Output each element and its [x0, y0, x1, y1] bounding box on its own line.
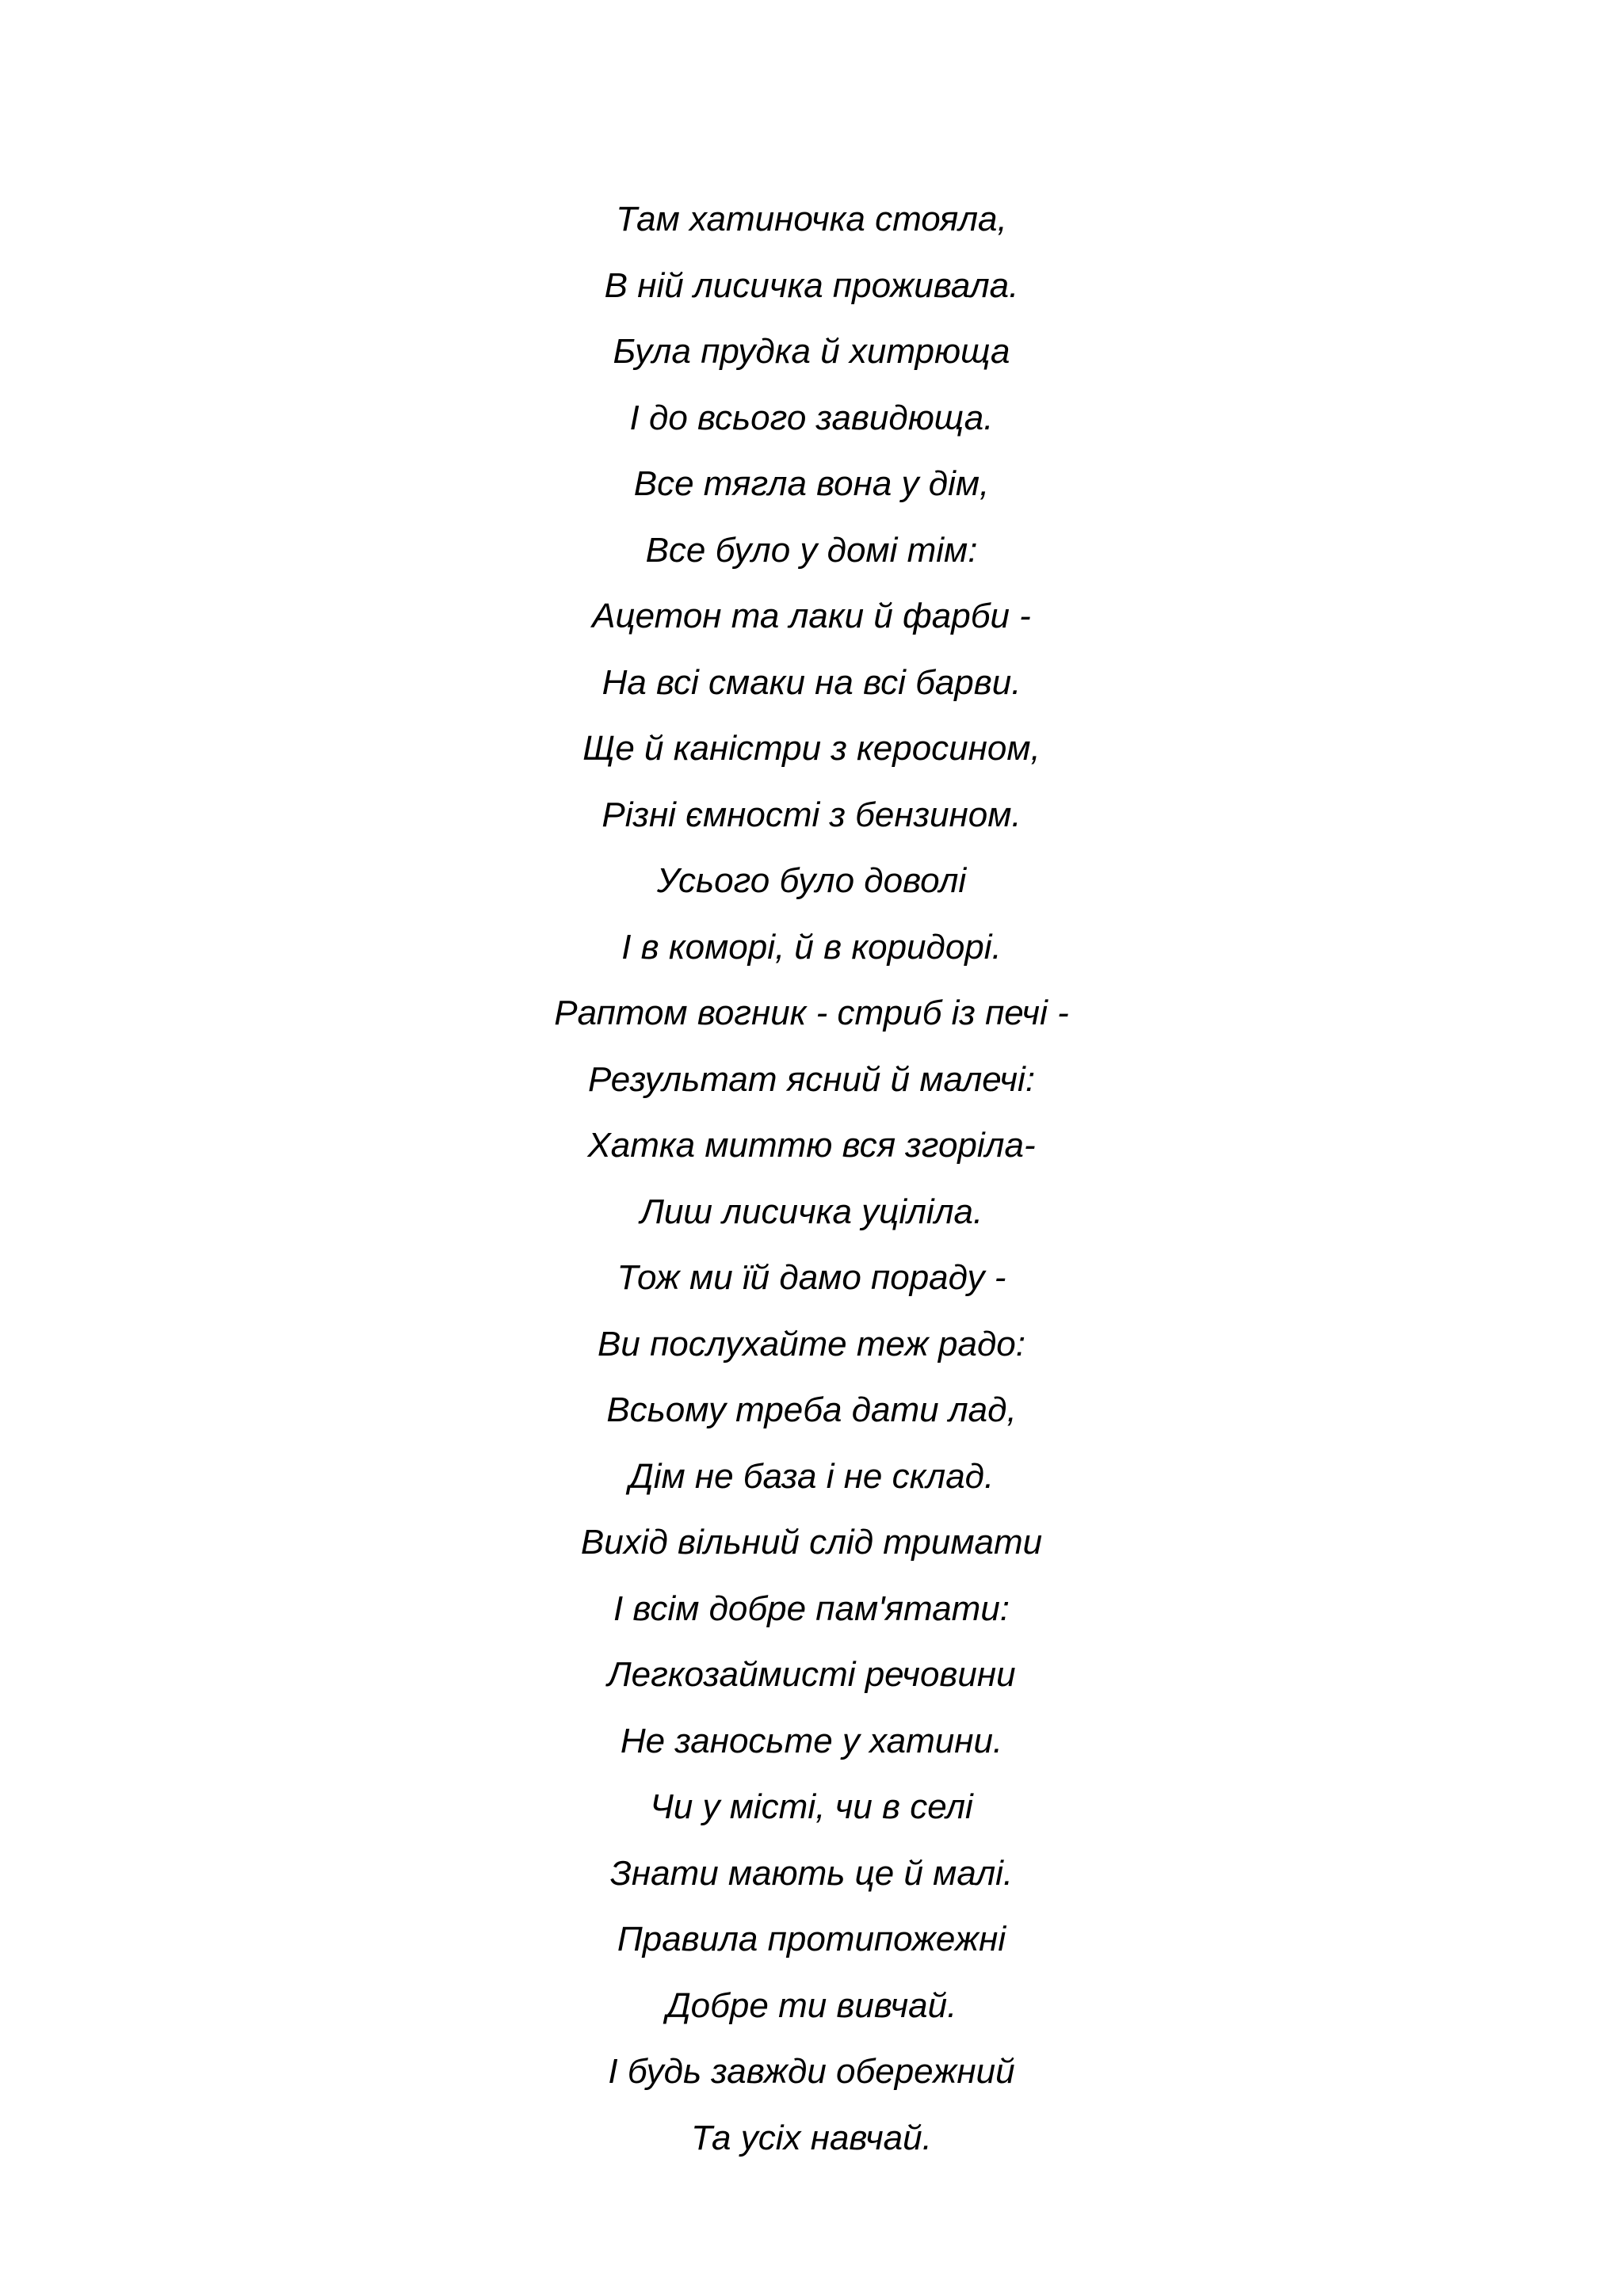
poem-line: В ній лисичка проживала. [604, 265, 1019, 305]
poem-line: Лиш лисичка уціліла. [640, 1192, 983, 1231]
poem-line: Ви послухайте теж радо: [598, 1324, 1025, 1363]
poem-line: Знати мають це й малі. [609, 1853, 1014, 1893]
poem-line: І до всього завидюща. [629, 398, 994, 437]
poem-line: Добре ти вивчай. [666, 1985, 957, 2025]
poem-line: Чи у місті, чи в селі [650, 1787, 973, 1826]
poem-line: На всі смаки на всі барви. [601, 662, 1022, 702]
poem-line: Дім не база і не склад. [628, 1456, 995, 1496]
poem-line: Там хатиночка стояла, [616, 200, 1007, 238]
poem-line: Усього було доволі [656, 861, 967, 900]
poem-line: Все тягла вона у дім, [633, 464, 990, 503]
poem-line: Та усіх навчай. [691, 2118, 932, 2157]
poem-line: Була прудка й хитрюща [613, 332, 1010, 371]
poem-line: Правила протипожежні [617, 1920, 1006, 1958]
poem-line: Ацетон та лаки й фарби - [592, 597, 1031, 635]
poem-line: Вихід вільний слід тримати [580, 1523, 1043, 1562]
poem-line: Легкозаймисті речовини [607, 1655, 1016, 1694]
poem-line: Результат ясний й малечі: [587, 1059, 1036, 1099]
poem-text [0, 186, 1623, 2171]
poem-line: І будь завжди обережний [608, 2052, 1015, 2091]
poem-line: Ще й каністри з керосином, [582, 729, 1041, 768]
poem-line: І всім добре пам'ятати: [613, 1589, 1010, 1628]
poem-line: Все було у домі тім: [645, 530, 978, 570]
poem-line: Раптом вогник - стриб із печі - [554, 994, 1069, 1032]
poem-line: Всьому треба дати лад, [606, 1390, 1017, 1429]
poem-line: І в коморі, й в коридорі. [621, 927, 1002, 967]
poem-line: Тож ми їй дамо пораду - [617, 1258, 1006, 1297]
poem-line: Хатка миттю вся згоріла- [587, 1126, 1036, 1165]
poem-line: Не заносьте у хатини. [620, 1721, 1003, 1760]
poem-line: Різні ємності з бензином. [601, 795, 1022, 834]
